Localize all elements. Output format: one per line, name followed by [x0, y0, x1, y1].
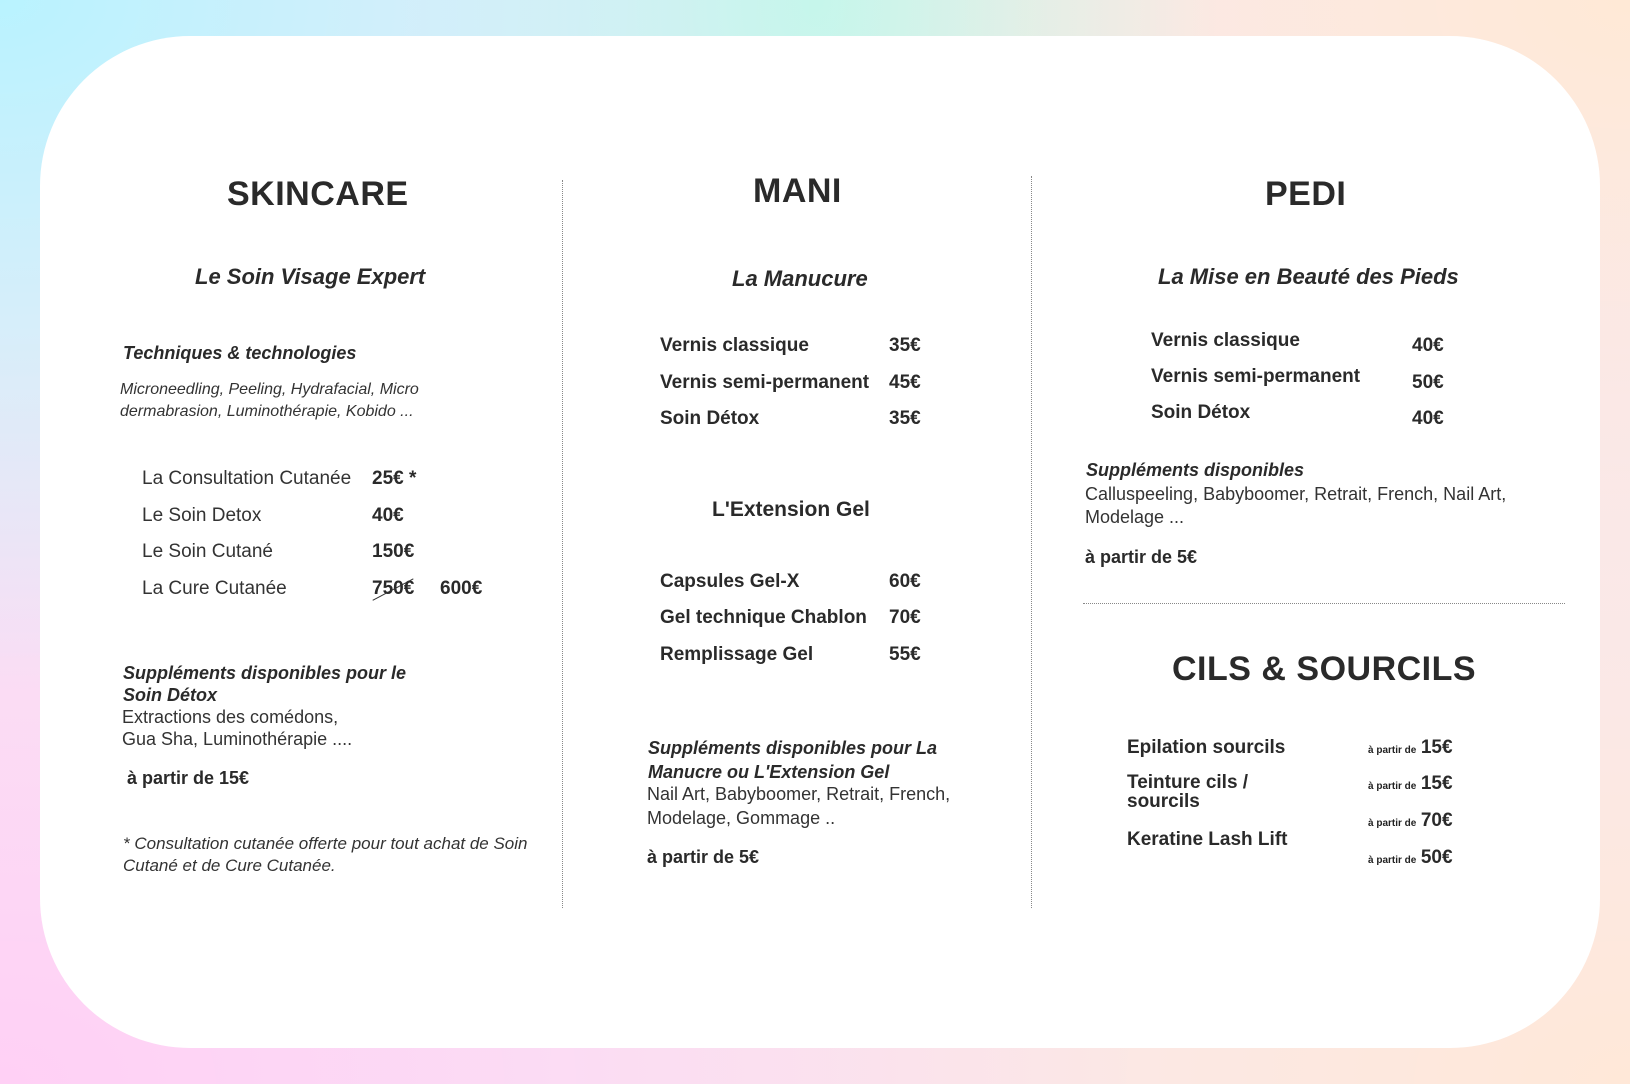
cils-price-value: 15€ — [1420, 737, 1453, 758]
mani-item-price: 45€ — [889, 372, 921, 393]
mani-item-name: Soin Détox — [660, 408, 760, 429]
cils-price — [1368, 773, 1453, 795]
skincare-tech-heading: Techniques & technologies — [123, 343, 357, 363]
skincare-item-name: La Consultation Cutanée — [142, 468, 352, 489]
skincare-subtitle: Le Soin Visage Expert — [195, 264, 426, 289]
pedi-supp-heading: Suppléments disponibles — [1086, 460, 1305, 480]
pedi-title: PEDI — [1265, 175, 1347, 213]
mani-from-price: à partir de 5€ — [647, 847, 760, 867]
pedi-from-price: à partir de 5€ — [1085, 547, 1198, 567]
pedi-item-name: Vernis semi-permanent — [1151, 366, 1361, 387]
cils-price-prefix: à partir de — [1368, 855, 1417, 866]
mani-subtitle: La Manucure — [732, 266, 868, 291]
cils-title: CILS & SOURCILS — [1172, 650, 1477, 688]
mani-gel-item-price: 70€ — [889, 607, 921, 628]
skincare-item-name: Le Soin Detox — [142, 505, 262, 526]
cils-item-name: Keratine Lash Lift — [1127, 829, 1288, 850]
pedi-item-price: 50€ — [1412, 372, 1444, 393]
cils-price — [1368, 847, 1453, 869]
pedi-item-price: 40€ — [1412, 408, 1444, 429]
skincare-item-price: 40€ — [372, 505, 404, 526]
pedi-item-price: 40€ — [1412, 335, 1444, 356]
mani-item-name: Vernis semi-permanent — [660, 372, 870, 393]
mani-supp-list: Nail Art, Babyboomer, Retrait, French, Modelage, Gommage .. — [647, 784, 951, 828]
pedi-item-name: Vernis classique — [1151, 330, 1300, 351]
column-divider-left — [562, 180, 563, 908]
mani-gel-item-price: 60€ — [889, 571, 921, 592]
cils-price-prefix: à partir de — [1368, 818, 1417, 829]
mani-gel-item-price: 55€ — [889, 644, 921, 665]
skincare-supp-list-1: Extractions des comédons, — [122, 707, 339, 727]
cils-price-value: 15€ — [1420, 773, 1453, 794]
mani-supp-heading: Suppléments disponibles pour La Manucre ou L'Extension Gel — [648, 738, 938, 782]
skincare-supp-list-2: Gua Sha, Luminothérapie .... — [122, 729, 353, 749]
skincare-footnote: * Consultation cutanée offerte pour tout achat de Soin Cutané et de Cure Cutanée. — [123, 834, 528, 875]
skincare-from-price: à partir de 15€ — [127, 768, 250, 788]
cils-price-prefix: à partir de — [1368, 781, 1417, 792]
cils-item-name: Teinture cils / sourcils — [1127, 772, 1249, 812]
mani-gel-heading: L'Extension Gel — [712, 498, 870, 521]
skincare-title: SKINCARE — [227, 175, 409, 213]
cils-price-prefix: à partir de — [1368, 745, 1417, 756]
skincare-item-price: 25€ * — [372, 468, 417, 489]
skincare-item-name: Le Soin Cutané — [142, 541, 273, 562]
skincare-item-price: 600€ — [440, 578, 483, 599]
skincare-item-price: 150€ — [372, 541, 415, 562]
pedi-supp-list: Calluspeeling, Babyboomer, Retrait, French, Nail Art, Modelage ... — [1085, 484, 1507, 527]
cils-price-value: 50€ — [1420, 847, 1453, 868]
skincare-supp-heading: Suppléments disponibles pour le Soin Détox — [123, 663, 407, 705]
pedi-item-name: Soin Détox — [1151, 402, 1251, 423]
mani-gel-item-name: Remplissage Gel — [660, 644, 814, 665]
pedi-subtitle: La Mise en Beauté des Pieds — [1158, 264, 1459, 289]
column-divider-right — [1031, 176, 1032, 908]
skincare-item-name: La Cure Cutanée — [142, 578, 287, 599]
cils-item-name: Epilation sourcils — [1127, 737, 1286, 758]
skincare-old-price: 750€ — [372, 578, 415, 599]
pedi-cils-divider — [1083, 603, 1565, 604]
mani-gel-item-name: Gel technique Chablon — [660, 607, 867, 628]
cils-price — [1368, 737, 1453, 759]
mani-item-name: Vernis classique — [660, 335, 809, 356]
skincare-tech-list: Microneedling, Peeling, Hydrafacial, Micro dermabrasion, Luminothérapie, Kobido ... — [120, 381, 419, 420]
mani-item-price: 35€ — [889, 335, 921, 356]
mani-item-price: 35€ — [889, 408, 921, 429]
mani-title: MANI — [753, 172, 842, 210]
cils-price-value: 70€ — [1420, 810, 1453, 831]
mani-gel-item-name: Capsules Gel-X — [660, 571, 800, 592]
cils-price — [1368, 810, 1453, 832]
